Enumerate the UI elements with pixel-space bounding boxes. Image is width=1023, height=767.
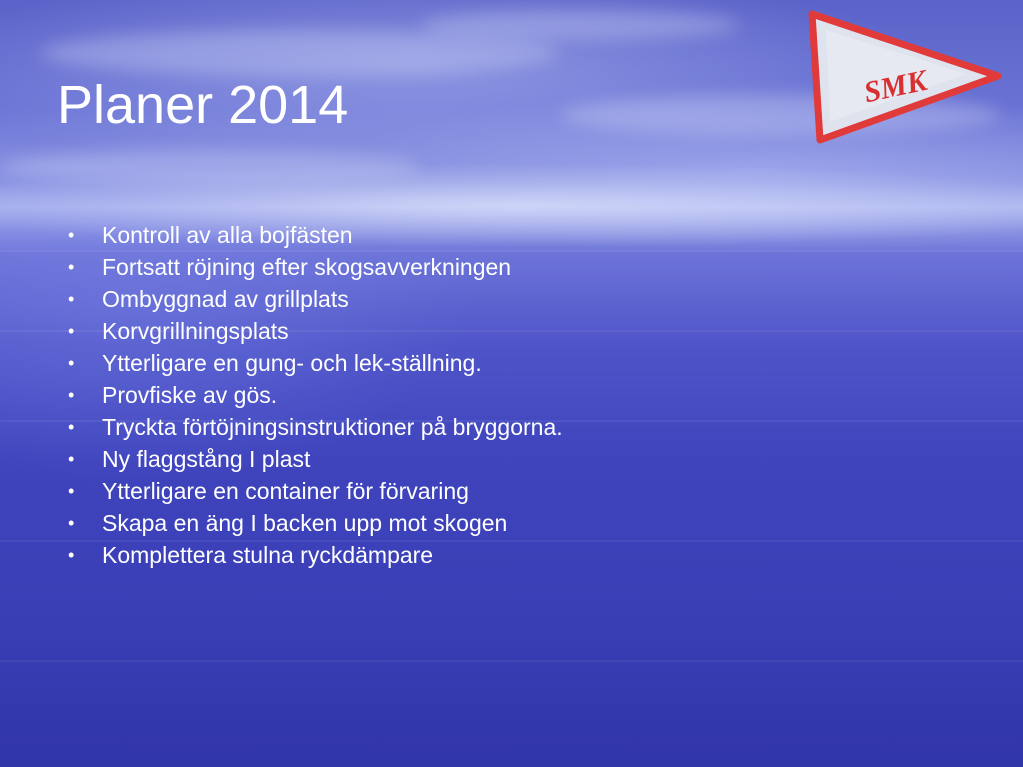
bullet-item [68, 443, 563, 475]
bullet-item [68, 475, 563, 507]
bullet-item [68, 379, 563, 411]
bullet-item [68, 315, 563, 347]
bullet-text: Ytterligare en gung- och lek-ställning. [102, 350, 482, 376]
bullet-marker: • [68, 321, 75, 341]
bullet-item [68, 283, 563, 315]
water-reflection [0, 660, 1023, 662]
bullet-text: Fortsatt röjning efter skogsavverkningen [102, 254, 512, 280]
bullet-text: Ytterligare en container för förvaring [102, 478, 469, 504]
bullet-marker: • [68, 225, 75, 245]
bullet-text: Ombyggnad av grillplats [102, 286, 349, 312]
bullet-item [68, 411, 563, 443]
cloud-streak [420, 10, 740, 40]
bullet-text: Skapa en äng I backen upp mot skogen [102, 510, 508, 536]
smk-pennant-logo [806, 10, 1004, 145]
bullet-text: Tryckta förtöjningsinstruktioner på bryggorna. [102, 414, 563, 440]
bullet-text: Korvgrillningsplats [102, 318, 289, 344]
bullet-item [68, 251, 563, 283]
bullet-list [68, 219, 563, 571]
bullet-marker: • [68, 417, 75, 437]
bullet-item [68, 219, 563, 251]
bullet-marker: • [68, 289, 75, 309]
cloud-streak [0, 150, 420, 184]
slide-title: Planer 2014 [57, 75, 349, 135]
bullet-text: Provfiske av gös. [102, 382, 278, 408]
bullet-marker: • [68, 385, 75, 405]
logo-text: SMK [860, 63, 930, 110]
bullet-marker: • [68, 545, 75, 565]
bullet-marker: • [68, 513, 75, 533]
bullet-marker: • [68, 481, 75, 501]
bullet-item [68, 507, 563, 539]
bullet-marker: • [68, 449, 75, 469]
bullet-marker: • [68, 353, 75, 373]
bullet-text: Ny flaggstång I plast [102, 446, 311, 472]
bullet-item [68, 347, 563, 379]
bullet-item [68, 539, 563, 571]
bullet-marker: • [68, 257, 75, 277]
bullet-text: Komplettera stulna ryckdämpare [102, 542, 434, 568]
bullet-text: Kontroll av alla bojfästen [102, 222, 353, 248]
